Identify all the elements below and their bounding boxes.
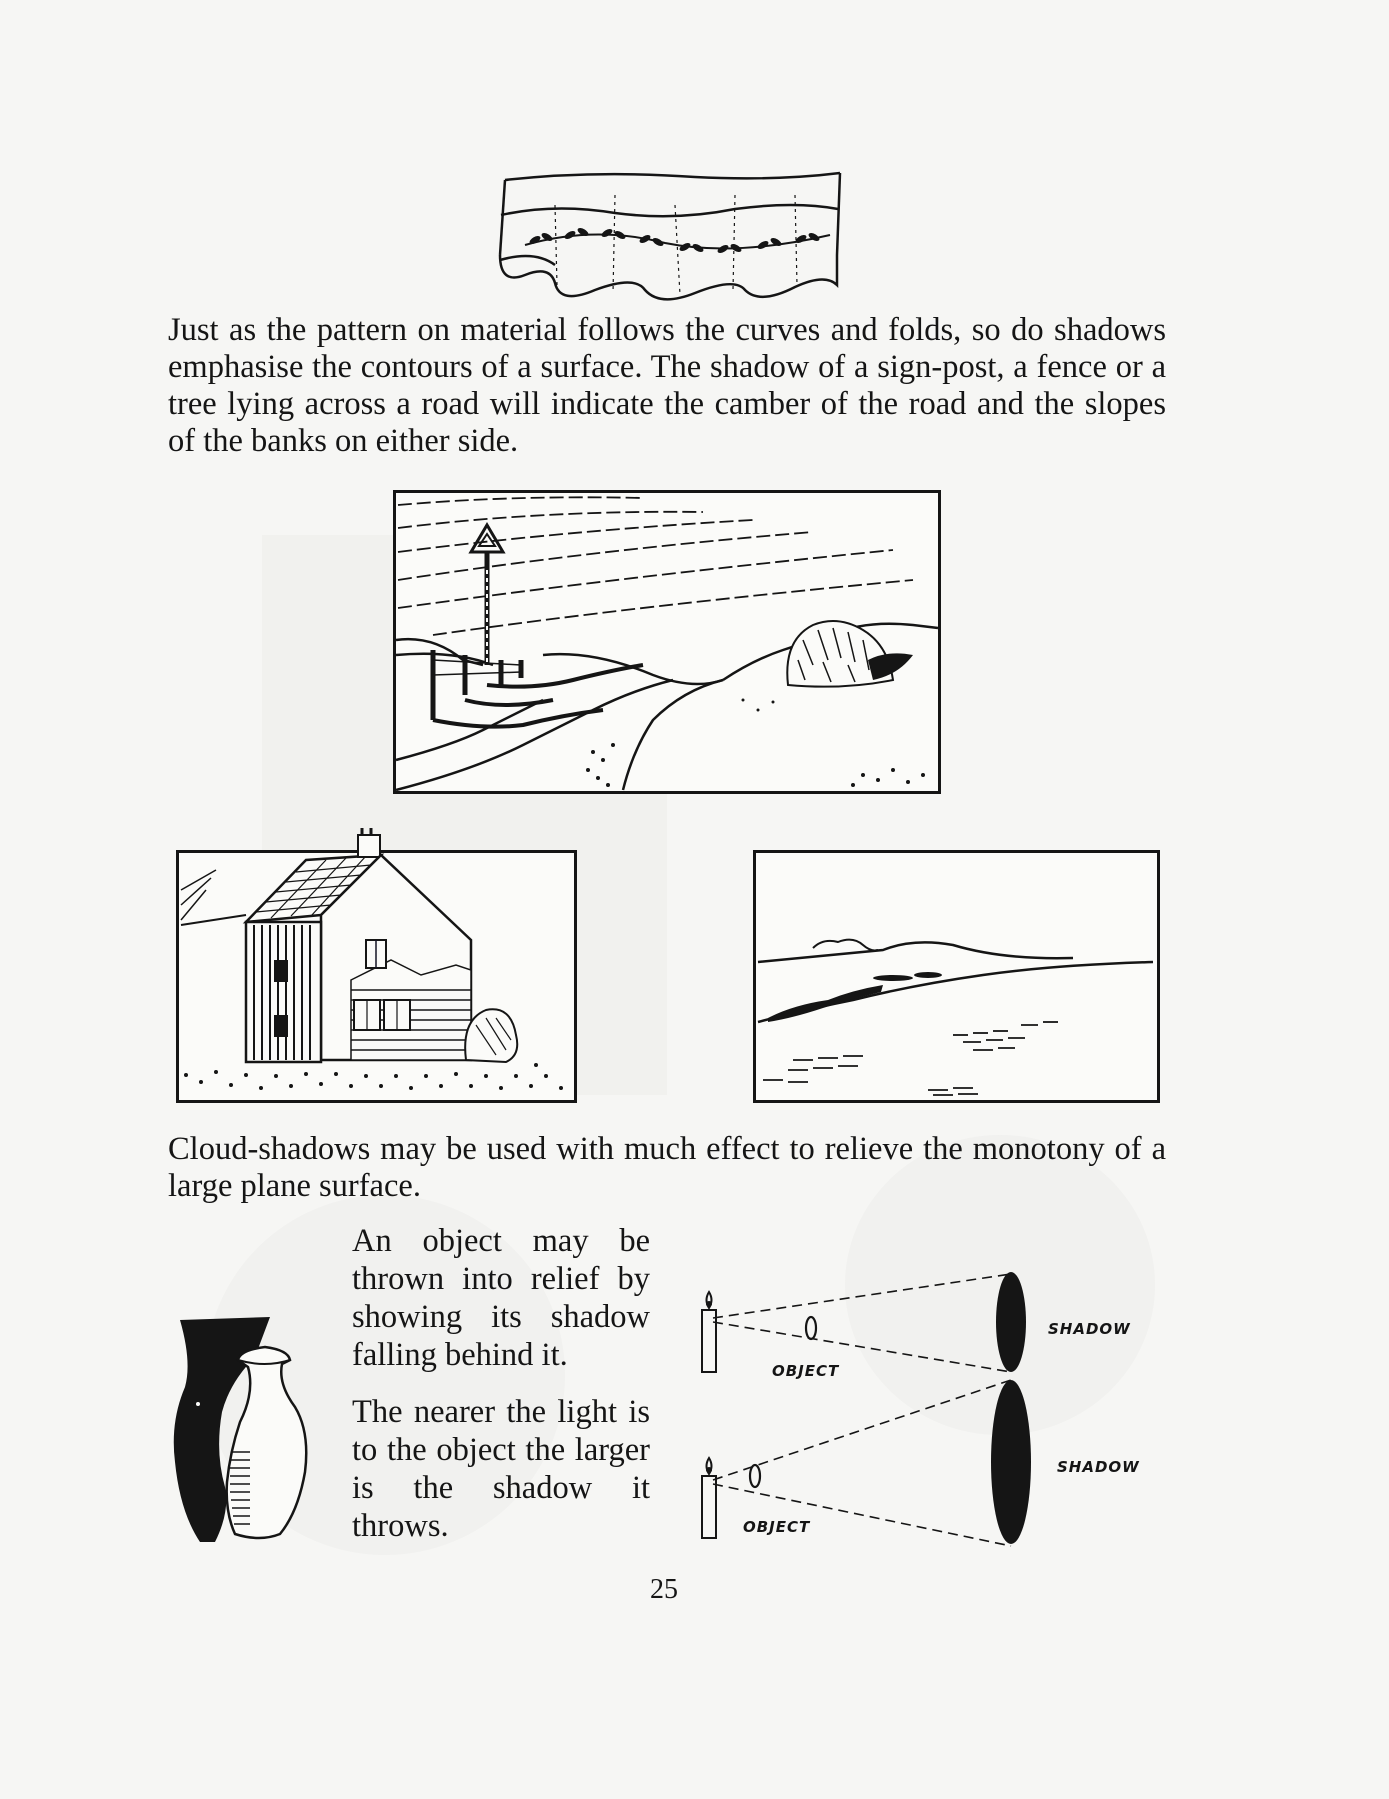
vase-shadow-illustration	[170, 1312, 320, 1542]
shadow-size-diagram	[695, 1270, 1155, 1555]
cloud-shadow-landscape	[753, 850, 1161, 1104]
side-text-nearer-light: The nearer the light is to the object the larger is the shadow it throws.	[352, 1394, 650, 1544]
curtain-illustration	[495, 165, 845, 305]
candle-top	[702, 1292, 716, 1372]
candle-bottom	[702, 1458, 716, 1538]
side-text-relief: An object may be thrown into relief by showing its shadow falling behind it.	[352, 1223, 650, 1373]
cottage-illustration	[176, 850, 578, 1104]
page-number: 25	[650, 1574, 678, 1605]
road-signpost-illustration	[393, 490, 943, 796]
paragraph-patterns-shadows: Just as the pattern on material follows the curves and folds, so do shadows emphasise the contours of a surface. The shadow of a sign-post, a fence or a tree lying across a road will indicate the camber of the road and the slopes of the banks on either side.	[168, 312, 1166, 459]
label-object-top: OBJECT	[772, 1362, 840, 1380]
label-shadow-bottom: SHADOW	[1057, 1458, 1140, 1476]
paragraph-cloud-shadows: Cloud-shadows may be used with much effect to relieve the monotony of a large plane surface.	[168, 1131, 1166, 1204]
label-shadow-top: SHADOW	[1048, 1320, 1131, 1338]
label-object-bottom: OBJECT	[743, 1518, 811, 1536]
